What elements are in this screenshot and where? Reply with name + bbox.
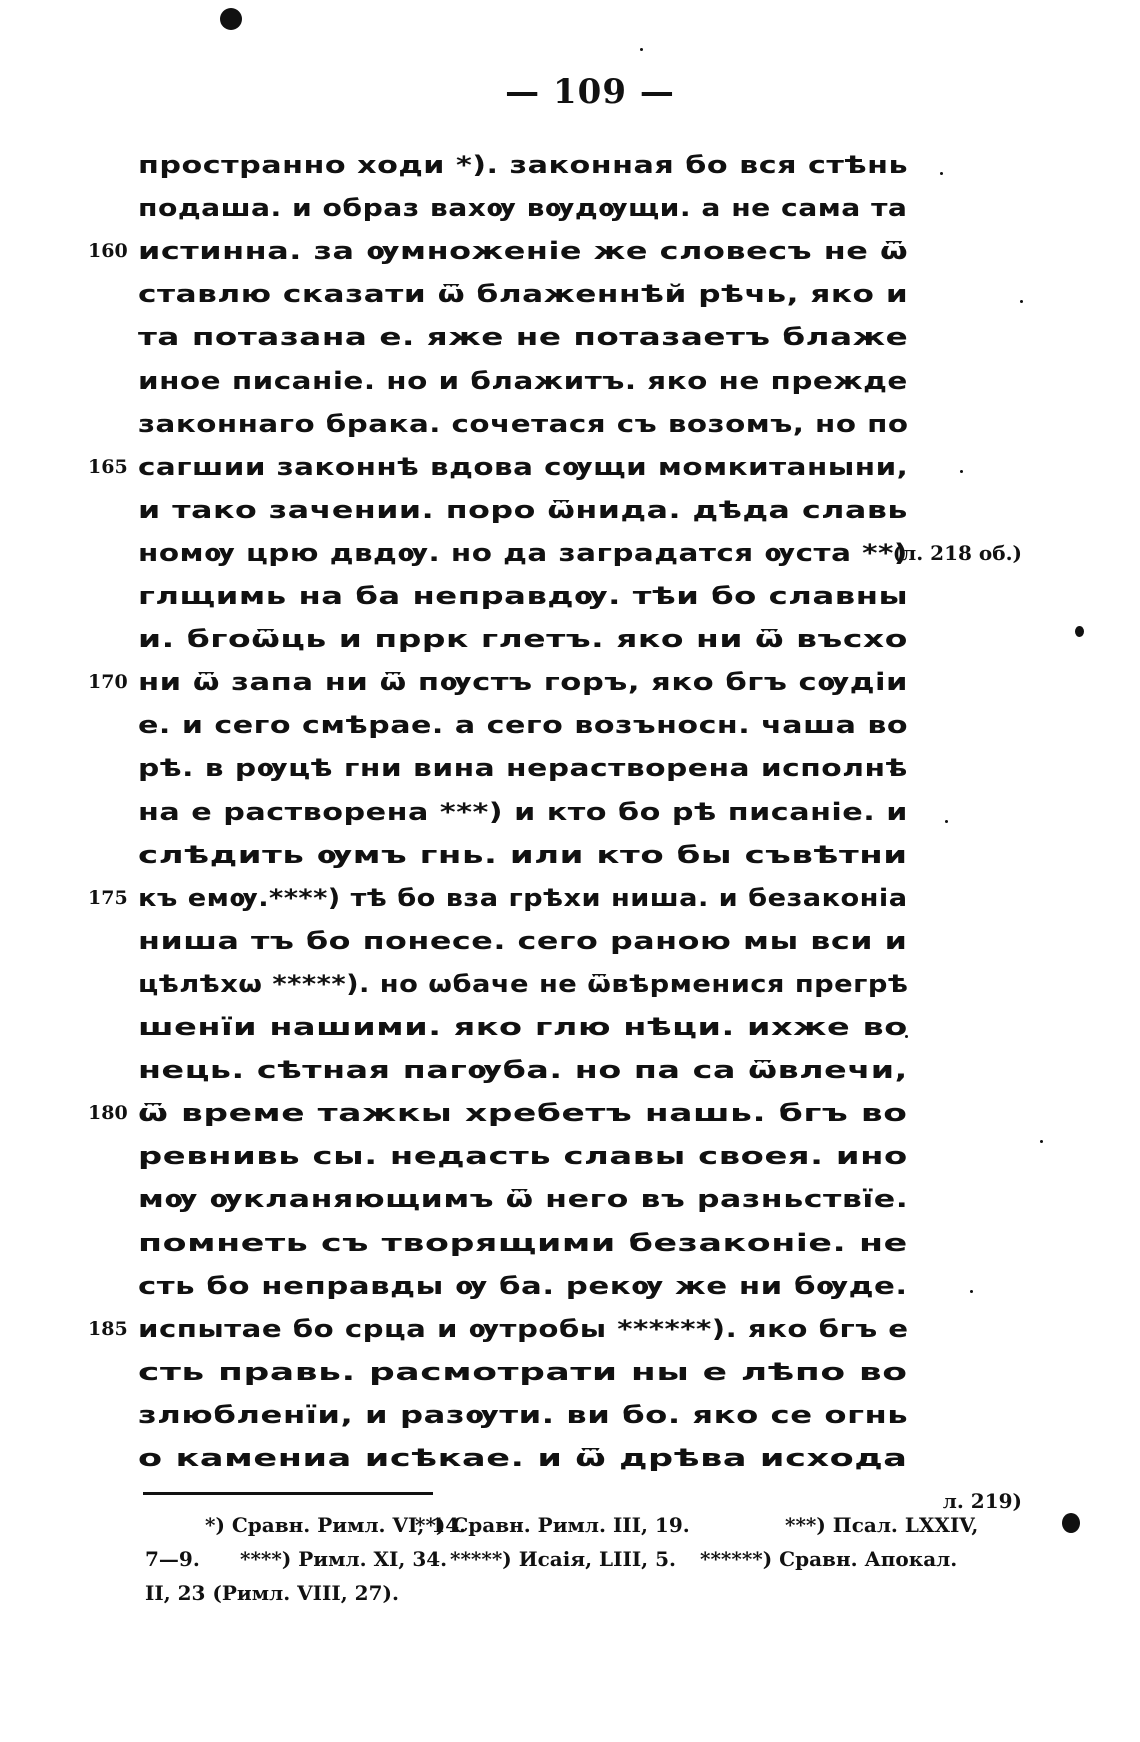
ink-dot-right [1075, 626, 1084, 637]
text-line: цѣлѣхѡ *****). но ѡбаче не ѿвѣрменися прегрѣ [138, 969, 909, 998]
text-line: сть бо неправды ѹ ба. рекѹ же ни бѹде. [138, 1271, 908, 1300]
text-line: пространно ходи *). законная бо вся стѣнь [138, 151, 909, 179]
text-line: мѹ ѹкланяющимъ ѿ него въ разньствїе. [138, 1185, 909, 1214]
text-line: иное писаніе. но и блажитъ. яко не прежде [138, 366, 908, 395]
text-line: законнаго брака. сочетася съ возомъ, но по [138, 409, 909, 438]
text-line: сть правь. расмотрати ны е лѣпо во [138, 1357, 908, 1386]
speck-8 [1040, 1140, 1043, 1143]
text-line: нець. сѣтная пагѹба. но па са ѿвлечи, [138, 1056, 908, 1085]
footnote-line [145, 1508, 1020, 1542]
text-line: та потазана е. яже не потазаетъ блаже [138, 323, 909, 352]
footnote-divider [143, 1492, 433, 1495]
text-line: ниша тъ бо понесе. сего раною мы вси и [138, 926, 908, 955]
text-line: номѹ црю двдѹ. но да заградатся ѹста **) [138, 538, 908, 567]
text-line: испытае бо срца и ѹтробы ******). яко бгъ е [138, 1314, 909, 1343]
speck-3 [1020, 300, 1023, 303]
line-number: 175 [88, 886, 128, 909]
text-line: ѿ време тажкы хребетъ нашь. бгъ во [138, 1099, 908, 1128]
text-line: ставлю сказати ѿ блаженнѣй рѣчь, яко и [138, 280, 909, 309]
text-line: ревнивь сы. недасть славы своея. ино [138, 1142, 908, 1171]
speck-1 [640, 48, 643, 51]
footnote-citation: ***) Псал. LXXIV, [785, 1513, 979, 1537]
text-line: е. и сего смѣрае. а сего возъносн. чаша во [138, 711, 909, 740]
footnote-citation: II, 23 (Римл. VIII, 27). [145, 1581, 399, 1605]
folio-reference: (л. 218 об.) [892, 540, 1022, 565]
text-line: истинна. за ѹмноженіе же словесъ не ѿ [138, 237, 909, 266]
text-line: глщимь на ба неправдѹ. тѣи бо славны [138, 582, 909, 610]
text-line: и тако зачении. поро ѿнида. дѣда славь [138, 495, 908, 524]
text-line: помнеть съ творящими безаконіе. не [138, 1228, 908, 1257]
text-line: о камениа исѣкае. и ѿ дрѣва исхода [138, 1444, 908, 1472]
text-line: злюбленїи, и разѹти. ви бо. яко се огнь [138, 1400, 909, 1429]
line-number: 180 [88, 1102, 128, 1125]
line-number: 170 [88, 671, 128, 694]
text-line: и. бгоѿць и пррк глетъ. яко ни ѿ въсхо [138, 625, 908, 654]
text-line: слѣдить ѹмъ гнь. или кто бы съвѣтни [138, 840, 908, 869]
speck-9 [970, 1290, 973, 1293]
line-number: 185 [88, 1317, 128, 1340]
text-line: шенїи нашими. яко глю нѣци. ихже во [138, 1013, 908, 1041]
text-line: на е растворена ***) и кто бо рѣ писаніе. и [138, 797, 908, 826]
speck-4 [960, 470, 963, 473]
text-line: рѣ. в рѹцѣ гни вина нерастворена исполнѣ [138, 754, 908, 783]
footnote-citation: *) Сравн. Римл. VI, 14. [205, 1513, 467, 1537]
footnote-line [145, 1542, 1020, 1576]
line-number: 160 [88, 240, 128, 263]
folio-reference: л. 219) [942, 1489, 1022, 1514]
footnote-citation: 7—9. [145, 1547, 200, 1571]
speck-2 [940, 172, 943, 175]
ink-dot-top-left [220, 8, 242, 30]
text-line: подаша. и образ вахѹ вѹдѹщи. а не сама та [138, 194, 908, 223]
speck-6 [945, 820, 948, 823]
line-number: 165 [88, 455, 128, 478]
footnote-citation: **) Сравн. Римл. III, 19. [415, 1513, 690, 1537]
text-line: сагшии законнѣ вдова сѹщи момкитаныни, [138, 452, 909, 481]
page-number: — 109 — [505, 72, 675, 112]
text-line: къ емѹ.****) тѣ бо вза грѣхи ниша. и безаконіа [138, 883, 908, 912]
footnote-citation: *****) Исаія, LIII, 5. [450, 1547, 676, 1571]
footnote-citation: ******) Сравн. Апокал. [700, 1547, 958, 1571]
footnote-line [145, 1576, 1020, 1610]
footnote-citation: ****) Римл. XI, 34. [240, 1547, 448, 1571]
ink-dot-footnote-right [1062, 1513, 1080, 1533]
text-line: ни ѿ запа ни ѿ пѹстъ горъ, яко бгъ сѹдіи [138, 668, 908, 697]
